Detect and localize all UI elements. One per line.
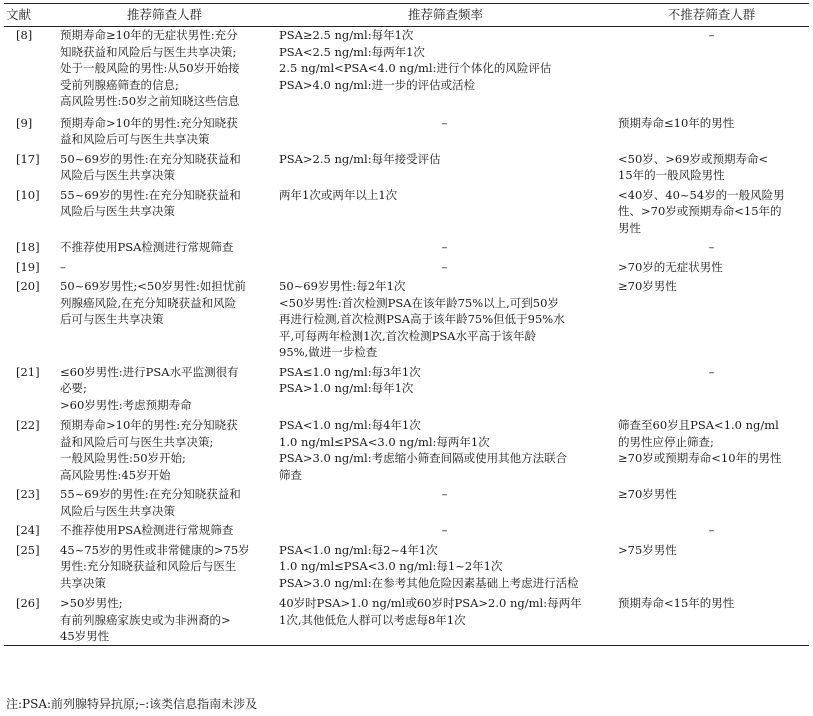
screening-frequency-cell: PSA≤1.0 ng/ml:每3年1次 PSA>1.0 ng/ml:每年1次: [279, 364, 421, 395]
header-reference: 文献: [4, 4, 52, 27]
recommended-population-cell: 不推荐使用PSA检测进行常规筛查: [60, 523, 234, 537]
screening-frequency-cell: –: [441, 523, 448, 537]
not-recommended-population-cell: >75岁男性: [618, 542, 677, 557]
screening-frequency-cell: 40岁时PSA>1.0 ng/ml或60岁时PSA>2.0 ng/ml:每两年 1次,其他低危人群可以考虑每8年1次: [277, 591, 614, 645]
not-recommended-population-cell: ≥70岁男性: [618, 279, 677, 293]
table-row: [4, 275, 809, 361]
recommended-population-cell: 预期寿命≥10年的无症状男性:充分 知晓获益和风险后与医生共享决策; 处于一般风险的男性:从50岁开始接 受前列腺癌筛查的信息; 高风险男性:50岁之前知晓这些信息: [60, 28, 240, 108]
recommended-population-cell: 预期寿命>10年的男性:充分知晓获 益和风险后可与医生共享决策: [60, 115, 238, 146]
reference-cell: [18]: [16, 240, 40, 254]
reference-cell: [10]: [16, 187, 40, 202]
screening-frequency-cell: PSA>2.5 ng/ml:每年接受评估: [279, 151, 441, 166]
reference-cell: [21]: [16, 364, 40, 379]
table-row: [4, 413, 809, 483]
not-recommended-population-cell: –: [708, 28, 715, 42]
not-recommended-population-cell: –: [708, 523, 715, 537]
header-not-recommended-population: 不推荐筛查人群: [614, 4, 809, 27]
table-row: [4, 148, 809, 184]
screening-frequency-cell: –: [441, 487, 448, 501]
recommended-population-cell: 不推荐使用PSA检测进行常规筛查: [60, 240, 234, 254]
table-row: [4, 361, 809, 414]
table-header: [4, 4, 809, 27]
recommended-population-cell: 45~75岁的男性或非常健康的>75岁 男性:充分知晓获益和风险后与医生 共享决策: [60, 542, 250, 590]
table-row: [4, 184, 809, 237]
recommended-population-cell: 50~69岁男性;<50岁男性:如担忧前 列腺癌风险,在充分知晓获益和风险 后可与医生共享决策: [60, 279, 246, 326]
not-recommended-population-cell: ≥70岁男性: [618, 487, 677, 501]
not-recommended-population-cell: <40岁、40~54岁的一般风险男 性、>70岁或预期寿命<15年的 男性: [618, 187, 785, 235]
header-recommended-population: 推荐筛查人群: [52, 4, 277, 27]
screening-frequency-cell: –: [441, 240, 448, 254]
screening-guidelines-table: [4, 3, 809, 646]
table-row: [4, 110, 809, 148]
not-recommended-population-cell: –: [708, 364, 715, 379]
reference-cell: [26]: [4, 591, 52, 645]
reference-cell: [20]: [16, 279, 40, 293]
not-recommended-population-cell: 预期寿命≤10年的男性: [618, 115, 735, 130]
table-row: [4, 539, 809, 592]
table-row: [4, 591, 809, 645]
not-recommended-population-cell: <50岁、>69岁或预期寿命< 15年的一般风险男性: [618, 151, 769, 182]
table-row: [4, 256, 809, 276]
recommended-population-cell: 预期寿命>10年的男性:充分知晓获 益和风险后可与医生共享决策; 一般风险男性:50岁开始; 高风险男性:45岁开始: [60, 418, 238, 482]
reference-cell: [17]: [16, 151, 40, 166]
recommended-population-cell: 55~69岁的男性:在充分知晓获益和 风险后与医生共享决策: [60, 487, 241, 518]
table-body: [4, 27, 809, 646]
table-footnote: 注:PSA:前列腺特异抗原;–:该类信息指南未涉及: [6, 697, 258, 711]
screening-frequency-cell: 两年1次或两年以上1次: [279, 187, 398, 202]
screening-frequency-cell: 50~69岁男性:每2年1次 <50岁男性:首次检测PSA在该年龄75%以上,可到50岁 再进行检测,首次检测PSA高于该年龄75%但低于95%水 平,可每两年检测1次,首次检测PSA水平高于该年龄 95%,做进一步检查: [279, 279, 565, 359]
recommended-population-cell: 50~69岁的男性:在充分知晓获益和 风险后与医生共享决策: [60, 151, 241, 182]
reference-cell: [9]: [16, 115, 33, 130]
not-recommended-population-cell: 筛查至60岁且PSA<1.0 ng/ml 的男性应停止筛查; ≥70岁或预期寿命<10年的男性: [618, 418, 782, 465]
not-recommended-population-cell: –: [708, 240, 715, 254]
table-row: [4, 483, 809, 519]
reference-cell: [8]: [16, 28, 33, 42]
table-row: [4, 519, 809, 539]
reference-cell: [25]: [16, 542, 40, 557]
reference-cell: [19]: [16, 259, 40, 274]
reference-cell: [24]: [16, 523, 40, 537]
screening-frequency-cell: –: [441, 259, 448, 274]
header-recommended-frequency: 推荐筛查频率: [277, 4, 614, 27]
recommended-population-cell: –: [60, 259, 66, 274]
screening-frequency-cell: PSA≥2.5 ng/ml:每年1次 PSA<2.5 ng/ml:每两年1次 2.5 ng/ml<PSA<4.0 ng/ml:进行个体化的风险评估 PSA>4.0 ng/ml:进一步的评估或活检: [279, 28, 552, 92]
recommended-population-cell: ≤60岁男性:进行PSA水平监测很有 必要; >60岁男性:考虑预期寿命: [60, 364, 239, 412]
not-recommended-population-cell: >70岁的无症状男性: [618, 259, 723, 274]
screening-frequency-cell: PSA<1.0 ng/ml:每4年1次 1.0 ng/ml≤PSA<3.0 ng/ml:每两年1次 PSA>3.0 ng/ml:考虑缩小筛查间隔或使用其他方法联合 筛查: [279, 418, 568, 482]
reference-cell: [23]: [16, 487, 40, 501]
recommended-population-cell: >50岁男性; 有前列腺癌家族史或为非洲裔的> 45岁男性: [52, 591, 277, 645]
screening-frequency-cell: –: [441, 115, 448, 130]
screening-frequency-cell: PSA<1.0 ng/ml:每2~4年1次 1.0 ng/ml≤PSA<3.0 ng/ml:每1~2年1次 PSA>3.0 ng/ml:在参考其他危险因素基础上考虑进行活检: [279, 542, 579, 590]
not-recommended-population-cell: 预期寿命<15年的男性: [614, 591, 809, 645]
table-row: [4, 27, 809, 110]
recommended-population-cell: 55~69岁的男性:在充分知晓获益和 风险后与医生共享决策: [60, 187, 241, 218]
table-row: [4, 236, 809, 256]
reference-cell: [22]: [16, 418, 40, 432]
